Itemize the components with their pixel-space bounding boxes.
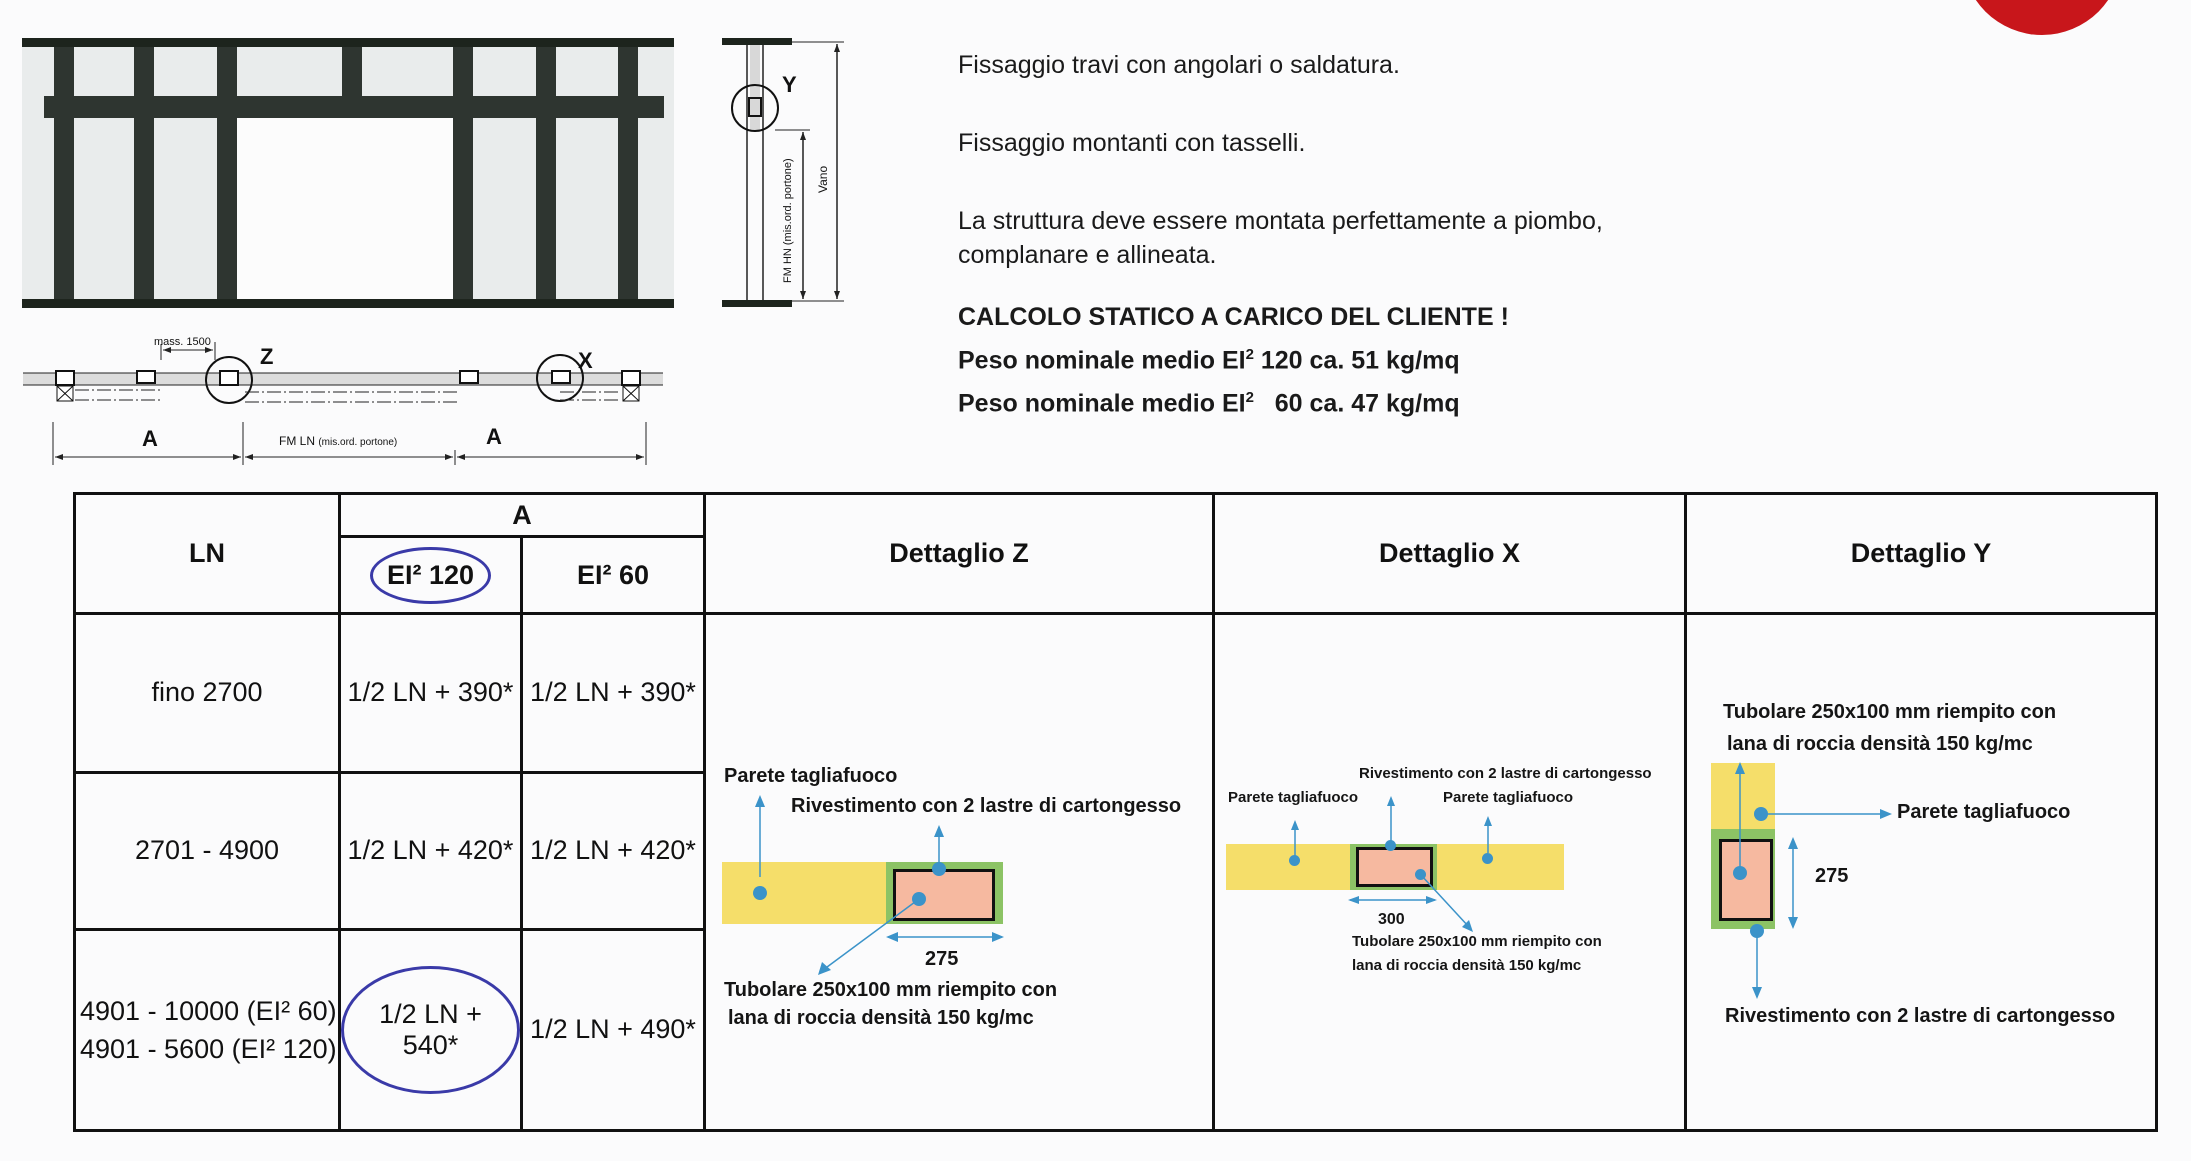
- detail-y-cell: [1686, 614, 2157, 1131]
- header-ei120: [340, 537, 522, 614]
- cell-ei120: 1/2 LN + 420*: [340, 772, 522, 929]
- mass-label: mass. 1500: [154, 336, 211, 348]
- callout-dot: [932, 862, 946, 876]
- post: [618, 47, 638, 299]
- cell-ln: 4901 - 10000 (EI² 60) 4901 - 5600 (EI² 120): [75, 929, 340, 1130]
- callout-dot: [1385, 840, 1396, 851]
- marker-x: X: [578, 348, 593, 373]
- post: [536, 47, 556, 299]
- dimensions-table: [73, 492, 2158, 1132]
- plan-section-diagram: [20, 330, 680, 480]
- table-row: [75, 614, 2157, 773]
- post: [134, 47, 154, 299]
- post: [217, 47, 237, 299]
- label-lining: Rivestimento con 2 lastre di cartongesso: [1359, 765, 1652, 782]
- note-beams: Fissaggio travi con angolari o saldatura.: [958, 51, 1400, 79]
- hand-drawn-circle: EI² 120: [370, 547, 491, 604]
- dim-fm-ln: FM LN (mis.ord. portone): [279, 434, 398, 448]
- installation-notes: [958, 48, 1603, 421]
- marker-y: Y: [782, 72, 797, 97]
- corner-logo-mark: [1962, 0, 2122, 35]
- cell-ei120: [340, 929, 522, 1130]
- label-tube-2: lana di roccia densità 150 kg/mc: [1727, 733, 2033, 755]
- callout-dot: [1415, 869, 1426, 880]
- dim-vano: Vano: [816, 165, 830, 193]
- note-plumb-2: complanare e allineata.: [958, 241, 1217, 269]
- dim-a-left: A: [142, 426, 158, 451]
- marker-z: Z: [260, 344, 274, 369]
- detail-z-cell: [705, 614, 1214, 1131]
- callout-dot: [1754, 807, 1768, 821]
- label-tube-1: Tubolare 250x100 mm riempito con: [1723, 701, 2057, 723]
- front-elevation-diagram: [22, 38, 674, 308]
- callout-dot: [1733, 866, 1747, 880]
- static-calc-warning: CALCOLO STATICO A CARICO DEL CLIENTE !: [958, 303, 1509, 331]
- header-ln: LN: [75, 494, 340, 614]
- label-wall-right: Parete tagliafuoco: [1443, 789, 1574, 806]
- label-wall: Parete tagliafuoco: [1897, 801, 2071, 823]
- post: [342, 47, 362, 107]
- dim-300: 300: [1378, 911, 1405, 928]
- label-wall-left: Parete tagliafuoco: [1228, 789, 1359, 806]
- weight-ei60: Peso nominale medio $EI^2$ 60 ca. 47 kg/mq: [958, 389, 1460, 418]
- post: [54, 47, 74, 299]
- callout-dot: [1289, 855, 1300, 866]
- note-plumb-1: La struttura deve essere montata perfettamente a piombo,: [958, 207, 1603, 235]
- header-ei60: EI² 60: [522, 537, 705, 614]
- top-beam: [22, 38, 674, 47]
- callout-dot: [1482, 853, 1493, 864]
- cell-ei60: 1/2 LN + 490*: [522, 929, 705, 1130]
- detail-x-cell: [1214, 614, 1686, 1131]
- label-tube-1: Tubolare 250x100 mm riempito con: [724, 979, 1058, 1001]
- door-opening: [237, 118, 453, 299]
- cell-ln: 2701 - 4900: [75, 772, 340, 929]
- cell-ei60: 1/2 LN + 420*: [522, 772, 705, 929]
- label-wall: Parete tagliafuoco: [724, 765, 898, 787]
- dim-a-right: A: [486, 424, 502, 449]
- bottom-beam: [22, 299, 674, 308]
- callout-dot: [912, 892, 926, 906]
- dim-275: 275: [925, 948, 959, 970]
- header-detail-x: Dettaglio X: [1214, 494, 1686, 614]
- dim-fm-hn: FM HN (mis.ord. portone): [782, 158, 794, 283]
- header-detail-y: Dettaglio Y: [1686, 494, 2157, 614]
- callout-dot: [1750, 924, 1764, 938]
- note-posts: Fissaggio montanti con tasselli.: [958, 129, 1306, 157]
- cell-ln: fino 2700: [75, 614, 340, 773]
- label-tube-1: Tubolare 250x100 mm riempito con: [1352, 933, 1602, 950]
- hand-drawn-circle: 1/2 LN + 540*: [341, 966, 520, 1094]
- label-lining: Rivestimento con 2 lastre di cartongesso: [1725, 1005, 2116, 1027]
- label-tube-2: lana di roccia densità 150 kg/mc: [1352, 957, 1582, 974]
- side-section-diagram: [720, 38, 890, 308]
- weight-ei120: Peso nominale medio $EI^2$ 120 ca. 51 kg/mq: [958, 346, 1460, 375]
- callout-dot: [753, 886, 767, 900]
- cell-ei60: 1/2 LN + 390*: [522, 614, 705, 773]
- dim-275: 275: [1815, 865, 1849, 887]
- header-a: A: [340, 494, 705, 537]
- header-detail-z: Dettaglio Z: [705, 494, 1214, 614]
- post: [453, 47, 473, 299]
- cell-ei120: 1/2 LN + 390*: [340, 614, 522, 773]
- label-tube-2: lana di roccia densità 150 kg/mc: [728, 1007, 1034, 1029]
- label-lining: Rivestimento con 2 lastre di cartongesso: [791, 795, 1182, 817]
